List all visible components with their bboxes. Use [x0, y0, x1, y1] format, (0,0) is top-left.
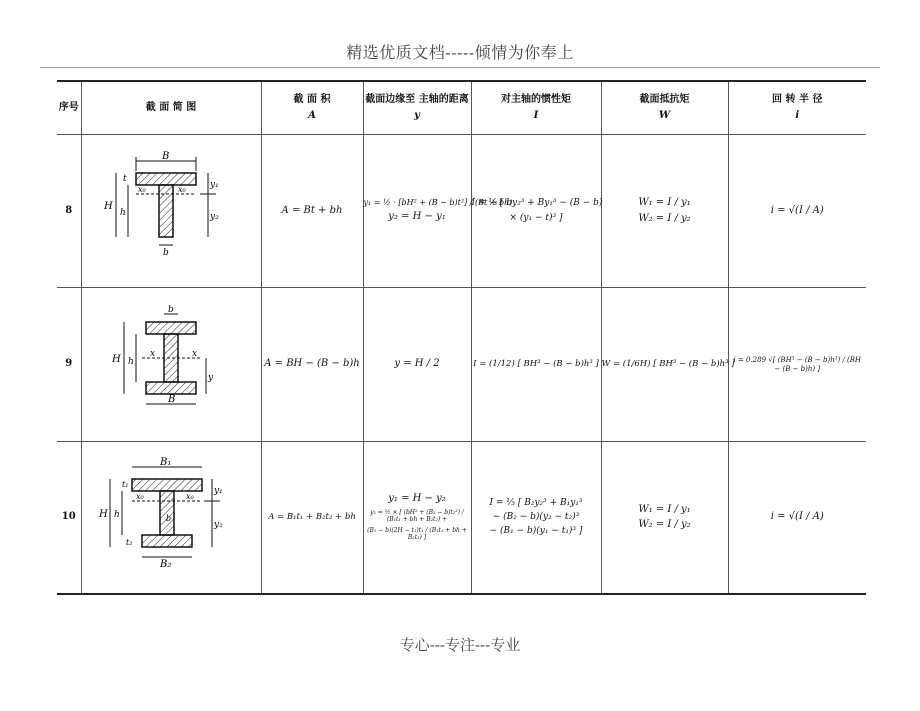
row-number: 10 — [57, 442, 81, 595]
svg-text:t₂: t₂ — [126, 538, 133, 548]
header-rule — [40, 67, 880, 68]
svg-text:b: b — [166, 514, 172, 524]
svg-text:b: b — [163, 247, 169, 258]
radius-formula: i = 0.289 √[ (BH³ − (B − b)h³) / (BH − (B − b)h) ] — [728, 288, 866, 442]
svg-text:x: x — [150, 349, 156, 360]
col-header-radius: 回 转 半 径 i — [728, 81, 866, 135]
radius-formula: i = √(I / A) — [728, 135, 866, 288]
section-diagram — [81, 288, 261, 442]
col-header-no: 序号 — [57, 81, 81, 135]
svg-text:H: H — [112, 354, 121, 366]
table-row — [57, 442, 866, 595]
header-row — [57, 81, 866, 135]
svg-text:y₁: y₁ — [214, 486, 223, 497]
col-header-area: 截 面 积 A — [261, 81, 363, 135]
inertia-formula: I = (1/12) [ BH³ − (B − b)h³ ] — [471, 288, 601, 442]
t-section-diagram — [96, 149, 246, 269]
modulus-formula: W₁ = I / y₁ W₂ = I / y₂ — [601, 442, 728, 595]
svg-text:B: B — [168, 394, 176, 406]
svg-text:x₀: x₀ — [138, 184, 146, 194]
area-formula: A = B₁t₁ + B₂t₂ + bh — [261, 442, 363, 595]
svg-text:b: b — [168, 305, 174, 316]
svg-text:H: H — [99, 509, 108, 521]
area-formula: A = BH − (B − b)h — [261, 288, 363, 442]
svg-text:h: h — [128, 357, 134, 368]
page-header: 精选优质文档-----倾情为你奉上 — [346, 43, 574, 62]
section-properties-table — [57, 80, 866, 595]
section-diagram — [81, 442, 261, 595]
radius-formula: i = √(I / A) — [728, 442, 866, 595]
svg-text:H: H — [104, 200, 113, 212]
svg-text:x₀: x₀ — [136, 492, 144, 502]
svg-text:x₀: x₀ — [186, 492, 194, 502]
inertia-formula: I = ⅓ [ B₂y₂³ + B₁y₁³ − (B₂ − b)(y₂ − t₂)³ − (B₁ − b)(y₁ − t₁)³ ] — [471, 442, 601, 595]
col-header-inertia: 对主轴的惯性矩 I — [471, 81, 601, 135]
svg-text:x₀: x₀ — [178, 184, 186, 194]
table-row — [57, 288, 866, 442]
distance-formula: y₁ = ½ · [bH² + (B − b)t²] / (Bt + bh) y₂ = H − y₁ — [363, 135, 471, 288]
inertia-formula: I = ⅓ [ by₂³ + By₁³ − (B − b) × (y₁ − t)³ ] — [471, 135, 601, 288]
svg-text:y: y — [208, 373, 214, 384]
row-number: 8 — [57, 135, 81, 288]
svg-text:x: x — [192, 349, 198, 360]
svg-text:B₂: B₂ — [160, 559, 172, 571]
svg-text:h: h — [120, 207, 126, 218]
svg-text:B₁: B₁ — [160, 457, 172, 469]
col-header-modulus: 截面抵抗矩 W — [601, 81, 728, 135]
svg-text:h: h — [114, 510, 120, 521]
page-footer: 专心---专注---专业 — [399, 636, 521, 654]
distance-formula: y = H / 2 — [363, 288, 471, 442]
col-header-distance: 截面边缘至 主轴的距离 y — [363, 81, 471, 135]
area-formula: A = Bt + bh — [261, 135, 363, 288]
unequal-i-section-diagram — [96, 455, 246, 575]
distance-formula: y₁ = H − y₂ y₂ = ½ × [ (bH² + (B₂ − b)t₂²) / (B₁t₁ + bh + B₂t₂) + (B₁ − b)(2H − t₁)t₁ / (B₁t₁ + bh + B₂t₂) ] — [363, 442, 471, 595]
svg-text:y₂: y₂ — [210, 211, 219, 222]
section-diagram — [81, 135, 261, 288]
svg-text:B: B — [162, 150, 170, 162]
table-row — [57, 135, 866, 288]
row-number: 9 — [57, 288, 81, 442]
svg-text:y₂: y₂ — [214, 520, 223, 531]
svg-text:t₁: t₁ — [122, 480, 129, 490]
modulus-formula: W = (1/6H) [ BH³ − (B − b)h³ ] — [601, 288, 728, 442]
col-header-diagram: 截 面 简 图 — [81, 81, 261, 135]
modulus-formula: W₁ = I / y₁ W₂ = I / y₂ — [601, 135, 728, 288]
i-section-diagram — [96, 302, 246, 422]
svg-text:y₁: y₁ — [210, 179, 219, 190]
svg-text:t: t — [123, 173, 127, 184]
